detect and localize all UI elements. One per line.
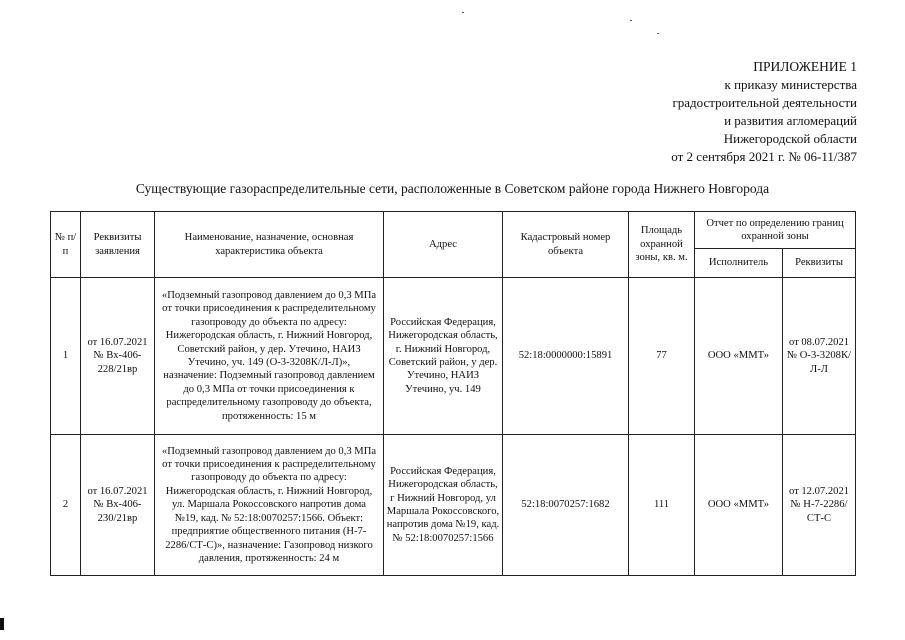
header-name: Наименование, назначение, основная характеристика объекта — [155, 212, 384, 278]
cell-num: 2 — [51, 435, 81, 576]
scan-speck — [657, 33, 659, 34]
cell-name: «Подземный газопровод давлением до 0,3 МПа от точки присоединения к распределительному газопроводу до объекта по адресу: Нижегородская область, г. Нижний Новгород, Советский район, у дер. Утечино, НАИЗ Утечино, уч. 149 (О-3-3208К/Л-Л)», назначение: Подземный газопровод давлением до 0,3 МПа от точки присоединения к распределительному газопроводу до объекта, протяженность: 15 м — [155, 278, 384, 435]
document-title: Существующие газораспределительные сети, расположенные в Советском районе города Нижнего Новгорода — [135, 181, 770, 196]
scan-edge-mark — [0, 618, 4, 630]
appendix-heading: ПРИЛОЖЕНИЕ 1 — [753, 59, 857, 74]
cell-requisites: от 16.07.2021 № Вх-406-230/21вр — [81, 435, 155, 576]
appendix-line: градостроительной деятельности — [672, 95, 857, 110]
cell-requisites: от 16.07.2021 № Вх-406-228/21вр — [81, 278, 155, 435]
appendix-block — [671, 58, 857, 166]
cell-name: «Подземный газопровод давлением до 0,3 МПа от точки присоединения к распределительному газопроводу до объекта по адресу: Нижегородская область, г. Нижний Новгород, ул. Маршала Рокоссовского напротив дома №19, кад. № 52:18:0070257:1566. Объект: предприятие общественного питания (Н-7-2286/СТ-С)», назначение: Газопровод низкого давления, протяженность: 24 м — [155, 435, 384, 576]
header-address: Адрес — [384, 212, 503, 278]
appendix-line: от 2 сентября 2021 г. № 06-11/387 — [671, 149, 857, 164]
cell-executor: ООО «ММТ» — [695, 278, 783, 435]
scan-speck — [462, 12, 464, 13]
cell-address: Российская Федерация, Нижегородская область, г. Нижний Новгород, Советский район, у дер. Утечино, НАИЗ Утечино, уч. 149 — [384, 278, 503, 435]
header-executor: Исполнитель — [695, 249, 783, 278]
table-row — [51, 435, 856, 576]
cell-executor: ООО «ММТ» — [695, 435, 783, 576]
appendix-line: к приказу министерства — [724, 77, 857, 92]
cell-address: Российская Федерация, Нижегородская область, г Нижний Новгород, ул Маршала Рокоссовского, напротив дома №19, кад. № 52:18:0070257:1566 — [384, 435, 503, 576]
gas-networks-table — [50, 211, 856, 576]
cell-report-requisites: от 12.07.2021 № Н-7-2286/СТ-С — [783, 435, 856, 576]
header-report-requisites: Реквизиты — [783, 249, 856, 278]
cell-area: 77 — [629, 278, 695, 435]
cell-area: 111 — [629, 435, 695, 576]
cell-num: 1 — [51, 278, 81, 435]
header-area: Площадь охранной зоны, кв. м. — [629, 212, 695, 278]
scan-speck — [630, 20, 632, 21]
header-cadastral: Кадастровый номер объекта — [503, 212, 629, 278]
cell-report-requisites: от 08.07.2021 № О-3-3208К/Л-Л — [783, 278, 856, 435]
header-report-group: Отчет по определению границ охранной зоны — [695, 212, 856, 249]
header-num: № п/п — [51, 212, 81, 278]
header-requisites: Реквизиты заявления — [81, 212, 155, 278]
appendix-line: Нижегородской области — [723, 131, 857, 146]
appendix-line: и развития агломераций — [724, 113, 857, 128]
table-header-row — [51, 212, 856, 249]
table-row — [51, 278, 856, 435]
cell-cadastral: 52:18:0070257:1682 — [503, 435, 629, 576]
cell-cadastral: 52:18:0000000:15891 — [503, 278, 629, 435]
